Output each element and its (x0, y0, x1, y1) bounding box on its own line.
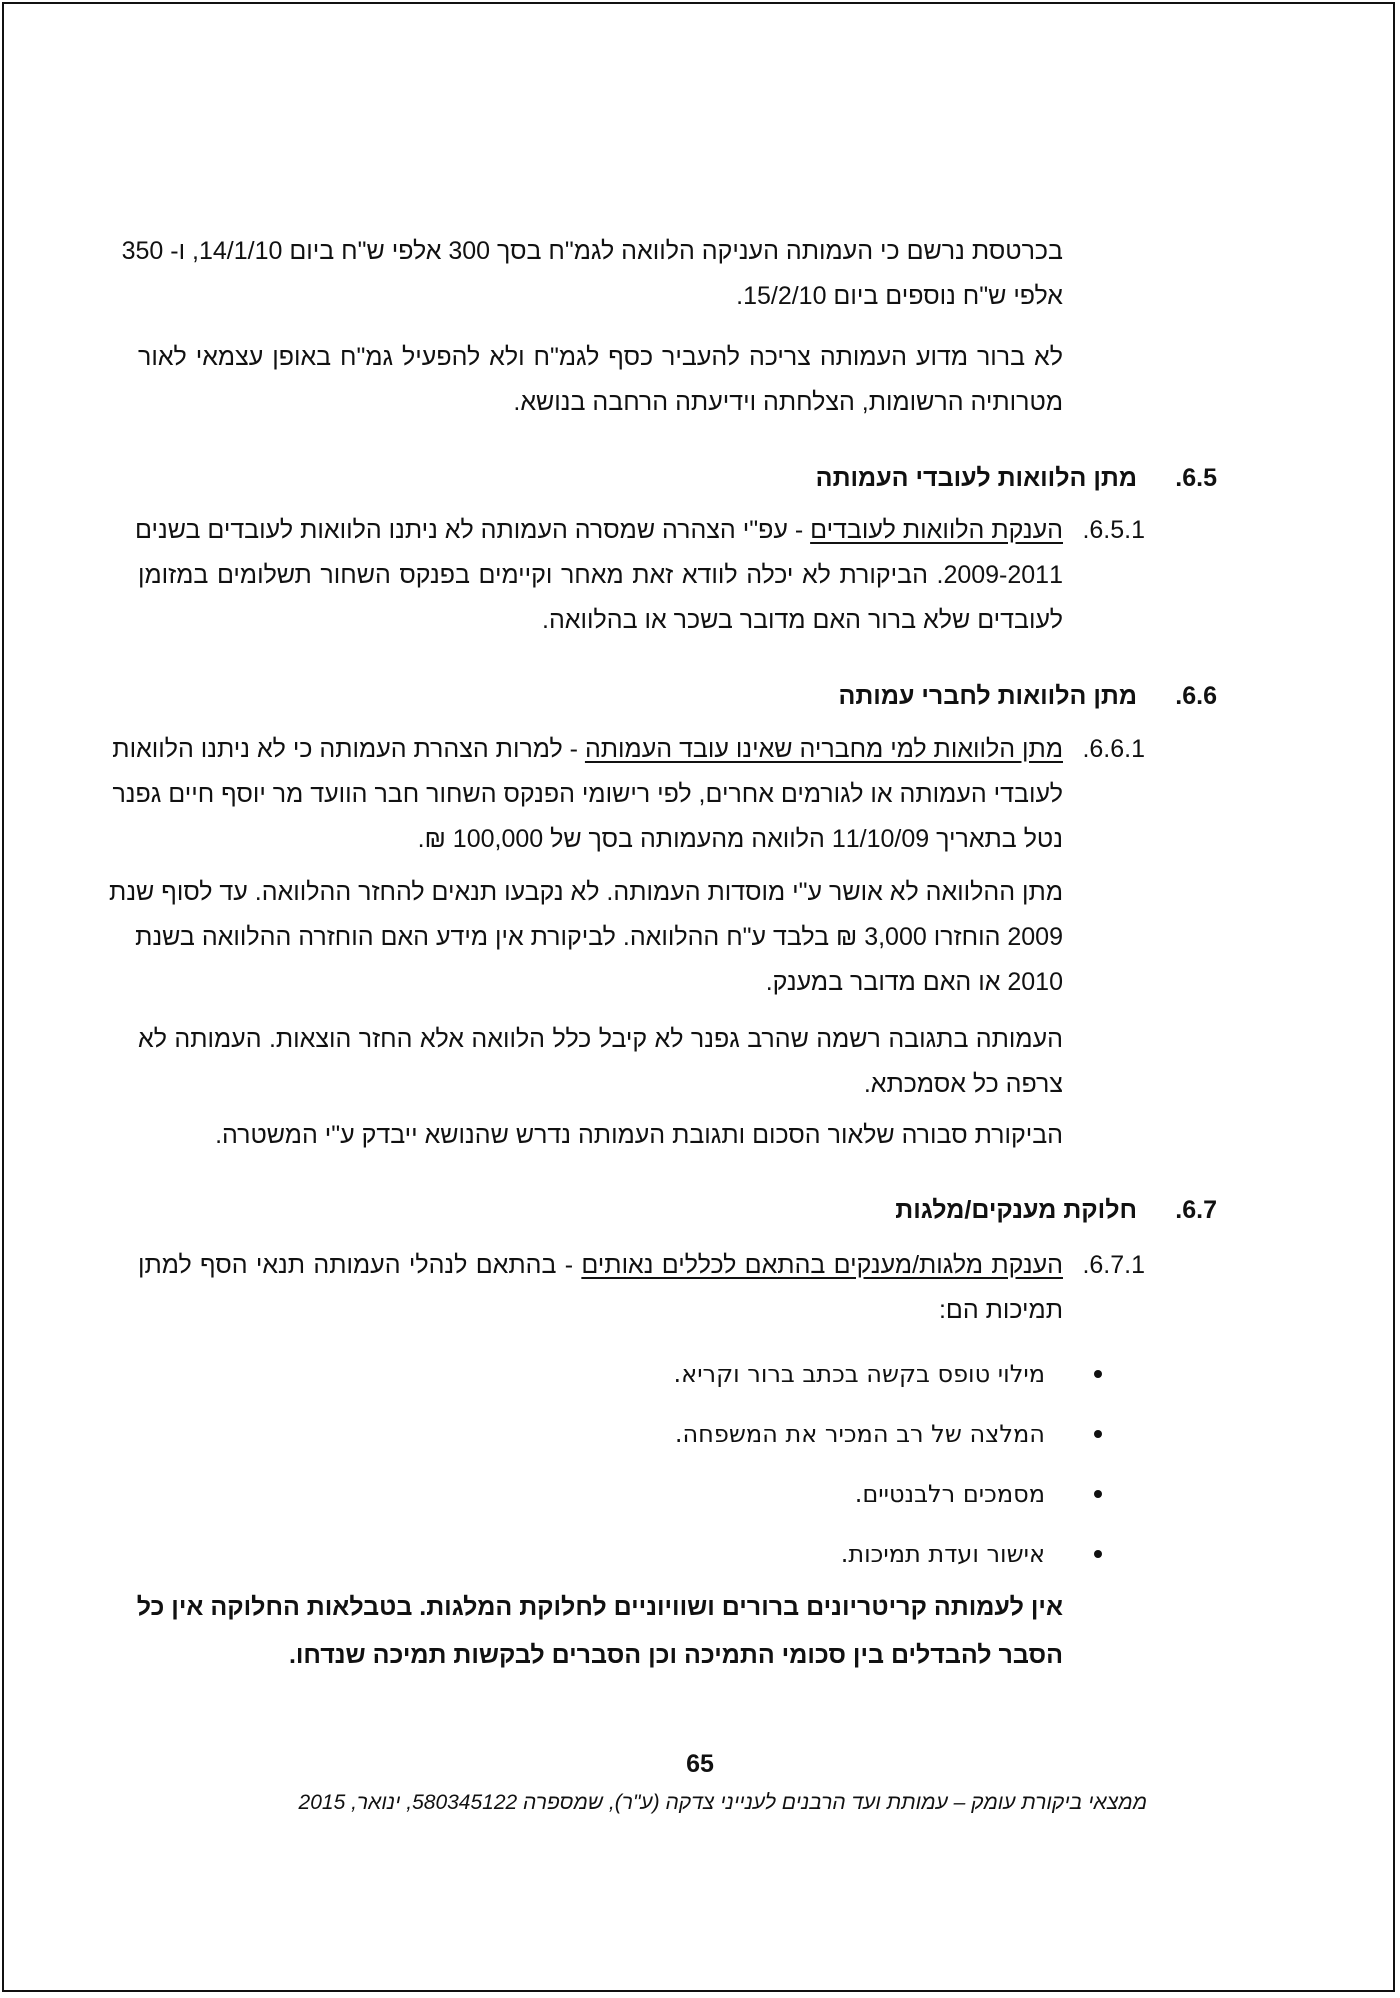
list-item (345, 1419, 1045, 1479)
text-line: העמותה בתגובה רשמה שהרב גפנר לא קיבל כלל הלוואה אלא החזר הוצאות. העמותה לא (138, 1025, 1063, 1053)
text-line: - עפ"י הצהרה שמסרה העמותה לא ניתנו הלוואות לעובדים בשנים (135, 516, 811, 544)
subsection-6-7-1 (135, 1243, 1145, 1343)
subsection-body (138, 1243, 1063, 1333)
subsection-number: 6.7.1. (1082, 1251, 1145, 1279)
bullet-icon (1094, 1370, 1102, 1378)
conclusion-paragraph (138, 1583, 1063, 1679)
section-number: 6.5. (1175, 464, 1217, 492)
list-item-text: המלצה של רב המכיר את המשפחה. (674, 1420, 1045, 1448)
page-number-text: 65 (686, 1750, 714, 1778)
text-line: אין לעמותה קריטריונים ברורים ושוויוניים לחלוקת המלגות. בטבלאות החלוקה אין כל (136, 1593, 1063, 1621)
underlined-term: מתן הלוואות למי מחבריה שאינו עובד העמותה (584, 735, 1063, 763)
list-item-text: מסמכים רלבנטיים. (854, 1480, 1045, 1508)
section-number: 6.7. (1175, 1196, 1217, 1224)
paragraph-loan-approval (109, 870, 1063, 1005)
bullet-icon (1094, 1550, 1102, 1558)
section-heading-6-7 (817, 1195, 1217, 1225)
list-item (345, 1359, 1045, 1419)
paragraph-audit-opinion (138, 1113, 1063, 1158)
text-line: תמיכות הם: (938, 1296, 1063, 1324)
underlined-term: הענקת מלגות/מענקים בהתאם לכללים נאותים (581, 1251, 1063, 1279)
section-title: מתן הלוואות לחברי עמותה (838, 682, 1137, 710)
text-line: לא ברור מדוע העמותה צריכה להעביר כסף לגמ"ח ולא להפעיל גמ"ח באופן עצמאי לאור (138, 343, 1063, 371)
paragraph-association-response (138, 1017, 1063, 1107)
subsection-number: 6.5.1. (1082, 516, 1145, 544)
page-number (0, 1750, 1400, 1779)
text-line: נטל בתאריך 11/10/09 הלוואה מהעמותה בסך של 100,000 ₪. (417, 825, 1063, 853)
list-item-text: מילוי טופס בקשה בכתב ברור וקריא. (673, 1360, 1045, 1388)
text-line: 2009-2011. הביקורת לא יכלה לוודא זאת מאחר וקיימים בפנקס השחור תשלומים במזומן (138, 561, 1063, 589)
subsection-number: 6.6.1. (1082, 735, 1145, 763)
bullet-icon (1094, 1490, 1102, 1498)
text-line: 2009 הוחזרו 3,000 ₪ בלבד ע"ח ההלוואה. לביקורת אין מידע האם הוחזרה ההלוואה בשנת (135, 923, 1063, 951)
section-title: מתן הלוואות לעובדי העמותה (815, 464, 1137, 492)
text-line: הביקורת סבורה שלאור הסכום ותגובת העמותה נדרש שהנושא ייבדק ע"י המשטרה. (215, 1121, 1063, 1149)
intro-paragraph-2 (138, 335, 1063, 425)
section-heading-6-6 (817, 681, 1217, 711)
subsection-6-5-1 (135, 508, 1145, 648)
section-heading-6-5 (817, 463, 1217, 493)
subsection-6-6-1 (112, 727, 1145, 867)
text-line: מטרותיה הרשומות, הצלחתה וידיעתה הרחבה בנושא. (513, 388, 1063, 416)
text-line: מתן ההלוואה לא אושר ע"י מוסדות העמותה. לא נקבעו תנאים להחזר ההלוואה. עד לסוף שנת (109, 878, 1063, 906)
section-number: 6.6. (1175, 682, 1217, 710)
list-item (345, 1479, 1045, 1539)
text-line: הסבר להבדלים בין סכומי התמיכה וכן הסברים לבקשות תמיכה שנדחו. (288, 1641, 1063, 1669)
text-line: לעובדים שלא ברור האם מדובר בשכר או בהלוואה. (542, 606, 1063, 634)
text-line: צרפה כל אסמכתא. (863, 1070, 1063, 1098)
text-line: לעובדי העמותה או לגורמים אחרים, לפי רישומי הפנקס השחור חבר הוועד מר יוסף חיים גפנר (112, 780, 1063, 808)
subsection-body (135, 508, 1063, 643)
bullet-icon (1094, 1430, 1102, 1438)
section-title: חלוקת מענקים/מלגות (895, 1196, 1137, 1224)
page-footer: ממצאי ביקורת עומק – עמותת ועד הרבנים לענייני צדקה (ע"ר), שמספרה 580345122, ינואר, 2015 (298, 1791, 1147, 1814)
list-item-text: אישור ועדת תמיכות. (840, 1540, 1045, 1568)
text-line: - בהתאם לנהלי העמותה תנאי הסף למתן (138, 1251, 582, 1279)
subsection-body (112, 727, 1063, 862)
eligibility-criteria-list (345, 1359, 1045, 1599)
intro-paragraph-1 (121, 229, 1063, 319)
text-line: - למרות הצהרת העמותה כי לא ניתנו הלוואות (112, 735, 585, 763)
text-line: בכרטסת נרשם כי העמותה העניקה הלוואה לגמ"ח בסך 300 אלפי ש"ח ביום 14/1/10, ו- 350 (121, 237, 1063, 265)
text-line: 2010 או האם מדובר במענק. (765, 968, 1063, 996)
underlined-term: הענקת הלוואות לעובדים (810, 516, 1063, 544)
text-line: אלפי ש"ח נוספים ביום 15/2/10. (736, 282, 1063, 310)
